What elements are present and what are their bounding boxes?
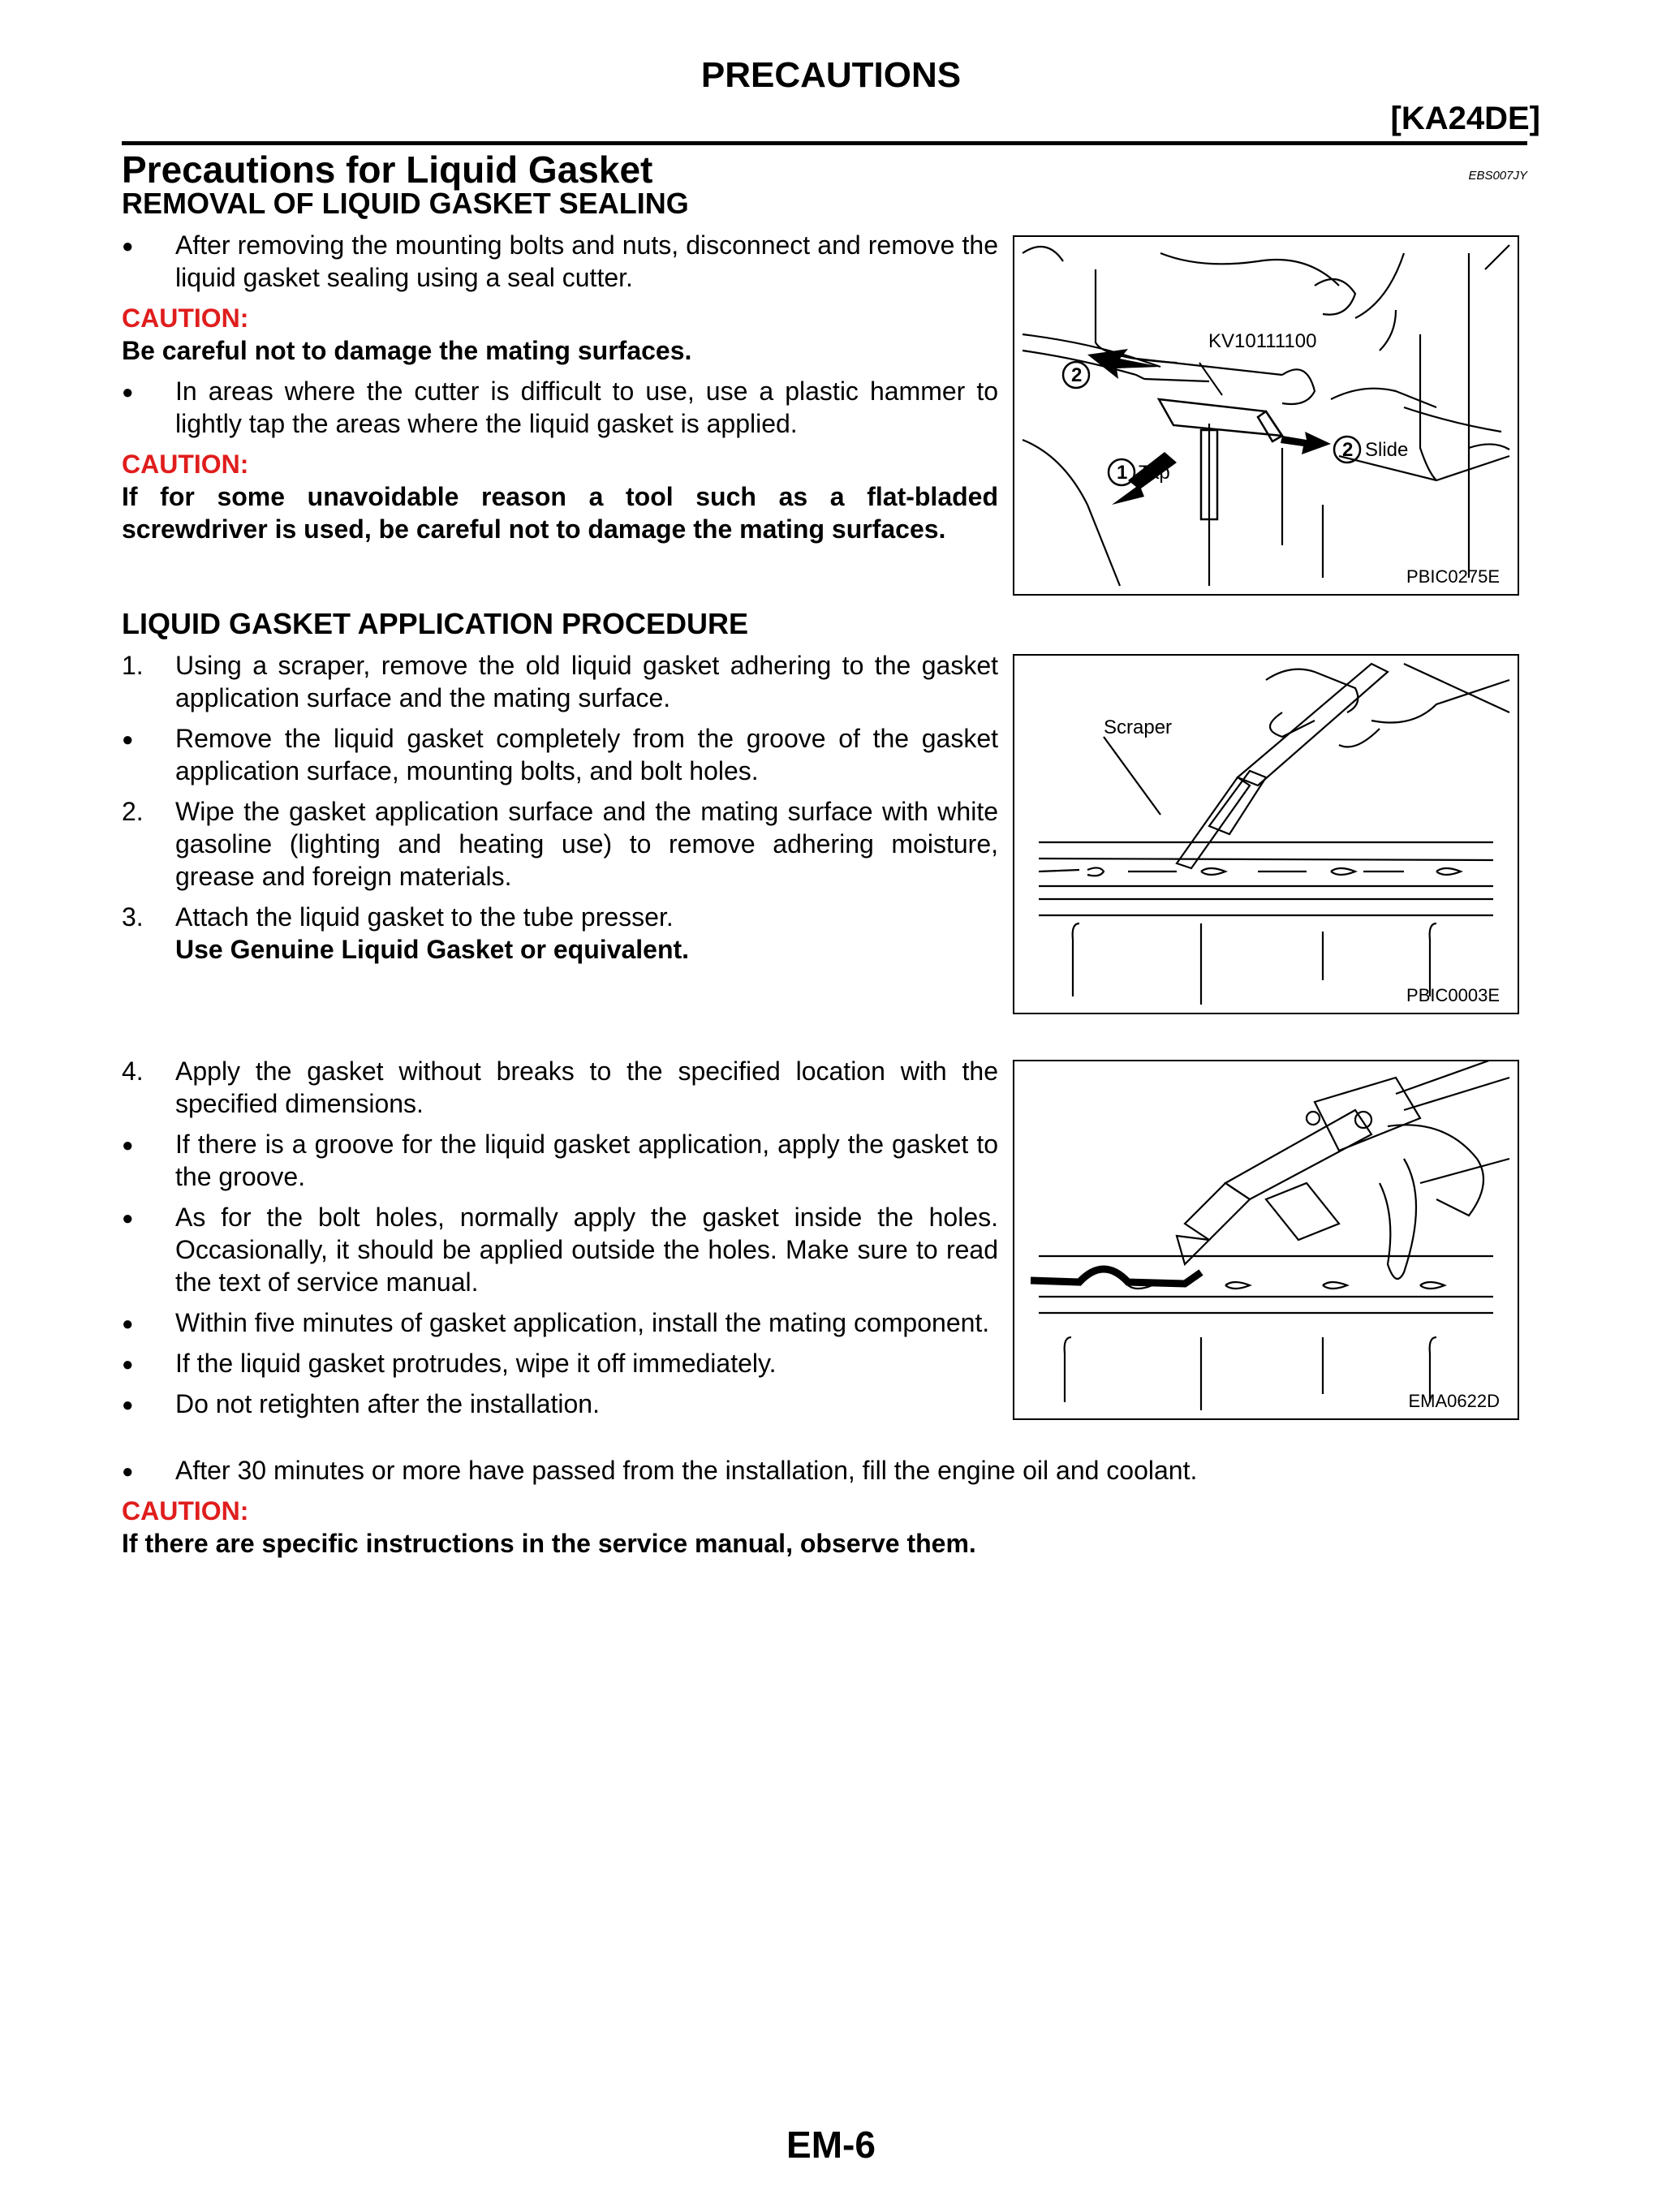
figure-seal-cutter bbox=[1013, 235, 1519, 596]
doc-ref: EBS007JY bbox=[1468, 169, 1527, 183]
list-item bbox=[122, 1201, 998, 1298]
list-item bbox=[122, 1306, 998, 1339]
engine-code: [KA24DE] bbox=[1390, 101, 1540, 136]
bullet-icon: ● bbox=[122, 1207, 134, 1229]
caution-text: If there are specific instructions in the service manual, observe them. bbox=[122, 1529, 976, 1558]
application-heading: LIQUID GASKET APPLICATION PROCEDURE bbox=[122, 607, 749, 640]
bullet-icon: ● bbox=[122, 1134, 134, 1156]
callout-tap-number: 1 bbox=[1117, 462, 1128, 484]
step-text: If the liquid gasket protrudes, wipe it off immediately. bbox=[175, 1349, 777, 1378]
caution-text: If for some unavoidable reason a tool such as a flat-bladed screwdriver is used, be careful not to damage the mating surfaces. bbox=[122, 482, 998, 544]
removal-bullet-2: In areas where the cutter is difficult to use, use a plastic hammer to lightly tap the areas where the liquid gasket is applied. bbox=[175, 377, 998, 438]
caution-label: CAUTION: bbox=[122, 450, 249, 479]
caution-text: Be careful not to damage the mating surfaces. bbox=[122, 336, 692, 365]
step-text: Using a scraper, remove the old liquid gasket adhering to the gasket application surface and the mating surface. bbox=[175, 651, 998, 712]
step-number: 2. bbox=[122, 797, 144, 826]
figure-id: PBIC0003E bbox=[1406, 985, 1500, 1005]
application-block-1 bbox=[122, 649, 998, 974]
scraper-label: Scraper bbox=[1104, 717, 1173, 738]
step-text: If there is a groove for the liquid gasket application, apply the gasket to the groove. bbox=[175, 1130, 998, 1191]
callout-slide-label: Slide bbox=[1365, 439, 1409, 461]
list-item bbox=[122, 1388, 998, 1420]
removal-heading: REMOVAL OF LIQUID GASKET SEALING bbox=[122, 187, 689, 220]
bullet-icon: ● bbox=[122, 1313, 134, 1335]
step-bold-text: Use Genuine Liquid Gasket or equivalent. bbox=[175, 935, 690, 964]
step-text: Attach the liquid gasket to the tube presser. bbox=[175, 902, 674, 932]
application-block-2 bbox=[122, 1055, 998, 1428]
step-text: Remove the liquid gasket completely from the groove of the gasket application surface, mounting bolts, and bolt holes. bbox=[175, 724, 998, 785]
figure-id: EMA0622D bbox=[1408, 1391, 1500, 1411]
caution-label: CAUTION: bbox=[122, 1496, 249, 1526]
list-item bbox=[122, 1454, 1534, 1487]
callout-2-number: 2 bbox=[1071, 364, 1083, 386]
final-bullet-text: After 30 minutes or more have passed from the installation, fill the engine oil and coolant. bbox=[175, 1456, 1198, 1485]
list-item bbox=[122, 1055, 998, 1120]
step-number: 3. bbox=[122, 902, 144, 932]
title-rule bbox=[122, 141, 1527, 145]
figure-id: PBIC0275E bbox=[1406, 566, 1500, 587]
scraper-illustration bbox=[1014, 656, 1518, 1013]
list-item bbox=[122, 229, 998, 294]
list-item bbox=[122, 649, 998, 714]
callout-slide-number: 2 bbox=[1342, 439, 1354, 461]
list-item bbox=[122, 795, 998, 893]
caution-label: CAUTION: bbox=[122, 303, 249, 333]
list-item bbox=[122, 722, 998, 787]
application-block-3 bbox=[122, 1454, 1534, 1560]
list-item bbox=[122, 901, 998, 966]
list-item bbox=[122, 1128, 998, 1193]
bullet-icon: ● bbox=[122, 1461, 134, 1483]
bullet-icon: ● bbox=[122, 381, 134, 403]
bullet-icon: ● bbox=[122, 1394, 134, 1416]
step-text: Wipe the gasket application surface and the mating surface with white gasoline (lighting and heating use) to remove adhering moisture, grease and foreign materials. bbox=[175, 797, 998, 891]
figure-gasket-application bbox=[1013, 1060, 1519, 1420]
page-title: PRECAUTIONS bbox=[700, 55, 962, 95]
list-item bbox=[122, 375, 998, 440]
callout-tap-label: Tap bbox=[1139, 462, 1170, 484]
step-number: 4. bbox=[122, 1057, 144, 1086]
page-number: EM-6 bbox=[786, 2124, 876, 2166]
step-text: As for the bolt holes, normally apply the gasket inside the holes. Occasionally, it should be applied outside the holes. Make sure to read the text of service manual. bbox=[175, 1203, 998, 1297]
tool-number-label: KV10111100 bbox=[1208, 330, 1317, 352]
step-text: Do not retighten after the installation. bbox=[175, 1389, 600, 1418]
step-number: 1. bbox=[122, 651, 144, 680]
seal-cutter-illustration bbox=[1014, 237, 1518, 594]
gasket-gun-illustration bbox=[1014, 1061, 1518, 1418]
figure-scraper bbox=[1013, 654, 1519, 1014]
removal-block bbox=[122, 229, 998, 545]
bullet-icon: ● bbox=[122, 1353, 134, 1375]
list-item bbox=[122, 1347, 998, 1379]
removal-bullet-1: After removing the mounting bolts and nuts, disconnect and remove the liquid gasket sealing using a seal cutter. bbox=[175, 230, 998, 292]
section-title: Precautions for Liquid Gasket bbox=[122, 148, 653, 191]
bullet-icon: ● bbox=[122, 235, 134, 257]
step-text: Within five minutes of gasket application, install the mating component. bbox=[175, 1308, 990, 1337]
step-text: Apply the gasket without breaks to the specified location with the specified dimensions. bbox=[175, 1057, 998, 1118]
bullet-icon: ● bbox=[122, 729, 134, 751]
